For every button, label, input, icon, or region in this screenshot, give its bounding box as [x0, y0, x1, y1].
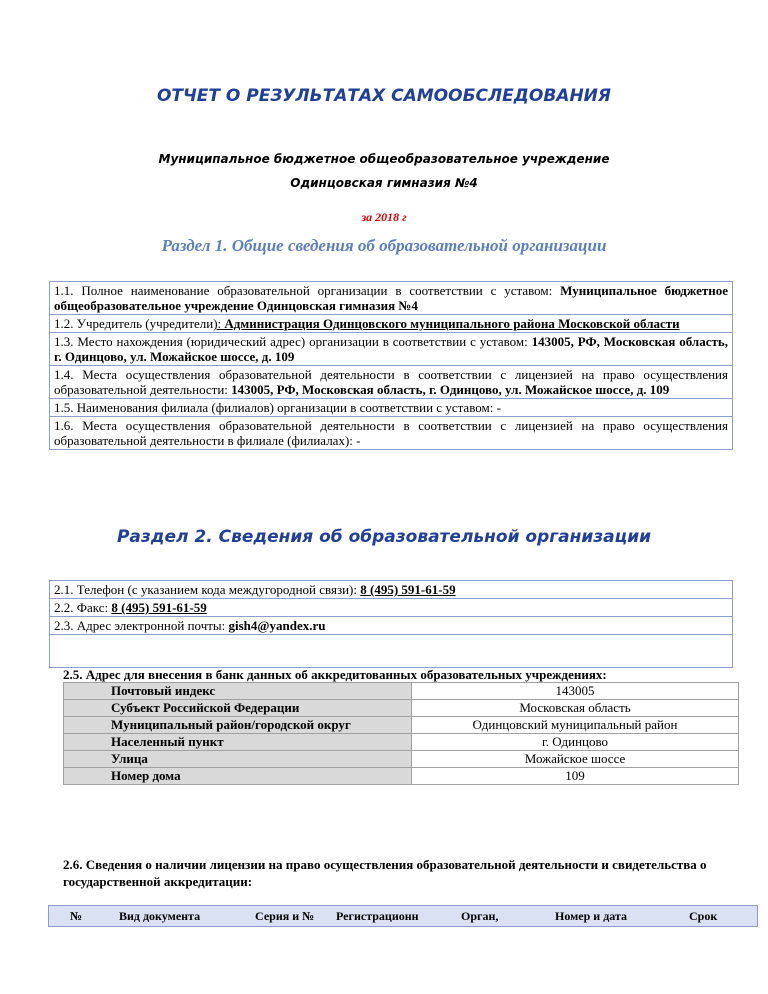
col-reg: Регистрационн: [336, 909, 419, 923]
full-name-value: Муниципальное бюджетное общеобразовательное учреждение Одинцовская гимназия №4: [54, 283, 729, 313]
address-table: [63, 682, 739, 785]
address-value: 109: [412, 768, 739, 785]
fax-value[interactable]: 8 (495) 591-61-59: [111, 600, 207, 615]
row-email: [50, 617, 733, 635]
section1-title: Раздел 1. Общие сведения об образовательной организации: [161, 236, 607, 255]
activity-place-label: 1.4. Места осуществления образовательной деятельности в соответствии с лицензией на право осуществления образовательной деятельности:: [54, 367, 728, 397]
row-1-4: [50, 366, 733, 399]
address-key: Улица: [64, 751, 412, 768]
phone-label: 2.1. Телефон (с указанием кода междугородной связи):: [54, 582, 361, 597]
address-value: 143005: [412, 683, 739, 700]
col-organ: Орган,: [461, 909, 499, 923]
phone-value[interactable]: 8 (495) 591-61-59: [360, 582, 456, 597]
founder-label: 1.2. Учредитель (учредители: [54, 316, 214, 331]
row-fax: [50, 599, 733, 617]
col-series: Серия и №: [255, 909, 315, 923]
address-key: Номер дома: [64, 768, 412, 785]
full-name-label: 1.1. Полное наименование образовательной организации в соответствии с уставом:: [54, 283, 561, 298]
branches-text: 1.5. Наименования филиала (филиалов) организации в соответствии с уставом: -: [50, 399, 733, 417]
row-1-1: [50, 282, 733, 315]
address-row: [64, 717, 739, 734]
activity-place-value: 143005, РФ, Московская область, г. Одинцово, ул. Можайское шоссе, д. 109: [231, 382, 670, 397]
row-1-2: [50, 315, 733, 333]
license-table-header: [48, 905, 758, 927]
legal-address-label: 1.3. Место нахождения (юридический адрес) организации в соответствии с уставом:: [54, 334, 532, 349]
address-header: 2.5. Адрес для внесения в банк данных об аккредитованных образовательных учреждениях:: [63, 667, 607, 682]
fax-label: 2.2. Факс:: [54, 600, 112, 615]
address-value: Московская область: [412, 700, 739, 717]
row-1-5: [50, 399, 733, 417]
founder-paren: ):: [213, 316, 225, 331]
section2-title: Раздел 2. Сведения об образовательной организации: [116, 527, 652, 547]
col-term: Срок: [689, 909, 718, 923]
email-label: 2.3. Адрес электронной почты:: [54, 618, 229, 633]
report-title: ОТЧЕТ О РЕЗУЛЬТАТАХ САМООБСЛЕДОВАНИЯ: [156, 86, 612, 106]
address-value: Одинцовский муниципальный район: [412, 717, 739, 734]
contacts-table: [49, 580, 733, 668]
license-title: 2.6. Сведения о наличии лицензии на право осуществления образовательной деятельности и свидетельства о государственной аккредитации:: [63, 857, 707, 889]
address-value: г. Одинцово: [412, 734, 739, 751]
address-key: Почтовый индекс: [64, 683, 412, 700]
row-empty: [50, 635, 733, 668]
address-row: [64, 734, 739, 751]
col-number: №: [70, 909, 83, 923]
row-phone: [50, 581, 733, 599]
col-num-date: Номер и дата: [555, 909, 627, 923]
legal-address-value: 143005, РФ, Московская область, г. Одинцово, ул. Можайское шоссе, д. 109: [54, 334, 728, 364]
address-value: Можайское шоссе: [412, 751, 739, 768]
address-row: [64, 700, 739, 717]
address-row: [64, 768, 739, 785]
address-row: [64, 683, 739, 700]
address-key: Населенный пункт: [64, 734, 412, 751]
address-key: Муниципальный район/городской округ: [64, 717, 412, 734]
row-1-3: [50, 333, 733, 366]
general-info-table: [49, 281, 733, 450]
org-name: Одинцовская гимназия №4: [290, 176, 478, 190]
address-row: [64, 751, 739, 768]
founder-value: Администрация Одинцовского муниципального района Московской области: [224, 316, 680, 331]
org-type: Муниципальное бюджетное общеобразовательное учреждение: [158, 152, 610, 166]
branch-places-text: 1.6. Места осуществления образовательной деятельности в соответствии с лицензией на право осуществления образовательной деятельности в филиале (филиалах): -: [50, 417, 733, 450]
address-key: Субъект Российской Федерации: [64, 700, 412, 717]
email-value[interactable]: gish4@yandex.ru: [228, 618, 326, 633]
report-year: за 2018 г: [361, 210, 407, 224]
row-1-6: [50, 417, 733, 450]
col-doc-type: Вид документа: [119, 909, 201, 923]
